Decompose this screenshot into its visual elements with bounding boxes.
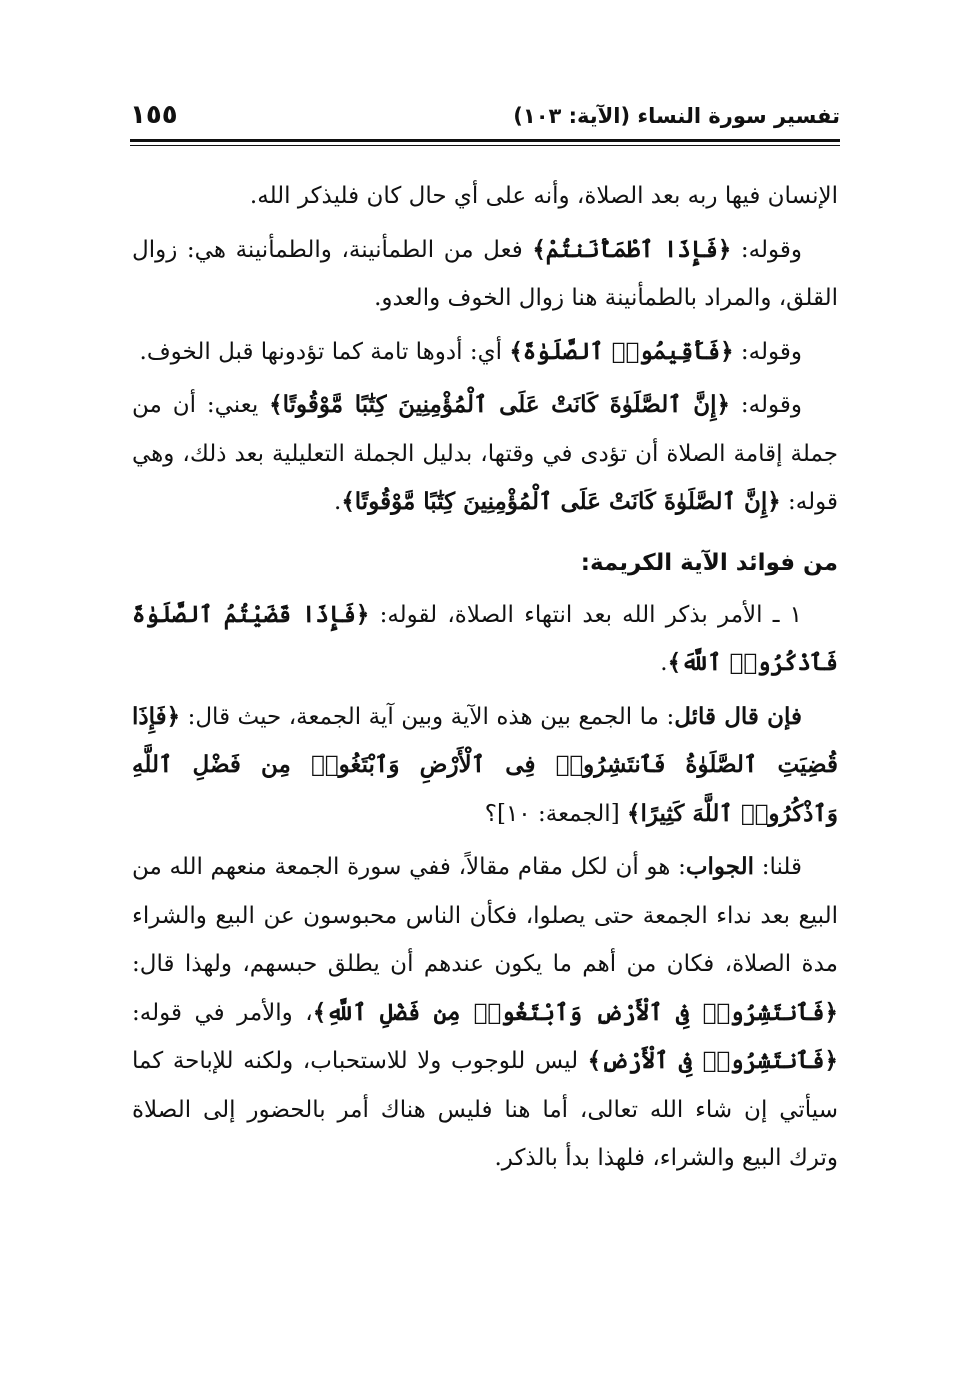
paragraph-text: .	[334, 489, 342, 515]
question-label: فإن قال قائل	[674, 702, 802, 730]
quran-quote: ﴿فَإِذَا ٱطْمَأْنَنتُمْ﴾	[532, 235, 732, 263]
section-heading: من فوائد الآية الكريمة:	[580, 549, 838, 576]
header-rule-thick	[130, 139, 840, 142]
paragraph-text: : هو أن لكل مقام مقالاً، ففي سورة الجمعة منعهم الله من البيع بعد نداء الجمعة حتى يصلوا، فكأن الناس محبوسون عن البيع والشراء مدة الصلاة، فكان من أهم ما يكون عندهم أن يطلق حبسهم، ولهذا قال:	[132, 854, 838, 977]
paragraph-7	[132, 843, 838, 1183]
running-title: تفسير سورة النساء (الآية: ١٠٣)	[513, 104, 840, 128]
citation: [الجمعة: ١٠]؟	[484, 800, 627, 827]
paragraph-6	[132, 693, 838, 839]
paragraph-lead: وقوله:	[733, 338, 802, 365]
page-header	[130, 96, 840, 136]
quran-quote: ﴿فَٱنتَشِرُوا۟ فِى ٱلْأَرْضِ وَٱبْتَغُوا۟ مِن فَضْلِ ٱللَّهِ﴾	[312, 998, 838, 1026]
paragraph-text: الإنسان فيها ربه بعد الصلاة، وأنه على أي حال كان فليذكر الله.	[249, 183, 838, 209]
quran-quote: ﴿إِنَّ ٱلصَّلَوٰةَ كَانَتْ عَلَى ٱلْمُؤْمِنِينَ كِتَٰبًا مَّوْقُوتًا﴾	[269, 391, 731, 418]
paragraph-lead: وقوله:	[730, 392, 802, 418]
paragraph-2	[132, 226, 838, 323]
paragraph-lead: وقوله:	[731, 236, 803, 263]
paragraph-text: فعل من الطمأنينة، والطمأنينة هي: زوال القلق، والمراد بالطمأنينة هنا زوال الخوف والعدو.	[132, 236, 838, 311]
paragraph-lead: قلنا:	[754, 854, 802, 880]
quran-quote: ﴿فَأَقِيمُوا۟ ٱلصَّلَوٰةَ﴾	[509, 337, 734, 365]
answer-label: الجواب	[685, 853, 755, 880]
quran-quote: ﴿فَٱنتَشِرُوا۟ فِى ٱلْأَرْضِ﴾	[587, 1047, 838, 1074]
quran-quote: ﴿إِنَّ ٱلصَّلَوٰةَ كَانَتْ عَلَى ٱلْمُؤْمِنِينَ كِتَٰبًا مَّوْقُوتًا﴾	[341, 488, 781, 515]
paragraph-text: أي: أدوها تامة كما تؤدونها قبل الخوف.	[139, 338, 510, 365]
paragraph-text: : ما الجمع بين هذه الآية وبين آية الجمعة، حيث قال:	[180, 703, 675, 730]
header-rule-thin	[130, 145, 840, 146]
quran-quote: ﴿فَإِذَا قَضَيْتُمُ ٱلصَّلَوٰةَ فَٱذْكُرُوا۟ ٱللَّهَ﴾	[132, 600, 838, 676]
paragraph-text: .	[660, 650, 668, 676]
paragraph-text: يعني: أن من جملة إقامة الصلاة أن تؤدى في وقتها، بدليل الجملة التعليلية بعد ذلك، وهي قوله:	[132, 392, 838, 515]
paragraph-text: ليس للوجوب ولا للاستحباب، ولكنه للإباحة كما سيأتي إن شاء الله تعالى، أما هنا فليس هناك أمر بالحضور إلى الصلاة وترك البيع والشراء، فلهذا بدأ بالذكر.	[132, 1048, 838, 1171]
page-number: ١٥٥	[130, 100, 178, 130]
paragraph-3	[132, 328, 838, 377]
paragraph-5	[132, 591, 838, 688]
paragraph-1	[132, 172, 838, 221]
quran-quote: ﴿فَإِذَا قُضِيَتِ ٱلصَّلَوٰةُ فَٱنتَشِرُوا۟ فِى ٱلْأَرْضِ وَٱبْتَغُوا۟ مِن فَضْلِ ٱللَّهِ وَٱذْكُرُوا۟ ٱللَّهَ كَثِيرًا﴾	[132, 702, 838, 827]
body-text	[132, 172, 838, 1188]
paragraph-lead: ١ ـ الأمر بذكر الله بعد انتهاء الصلاة، لقوله:	[369, 601, 802, 628]
paragraph-text: ، والأمر في قوله:	[132, 999, 313, 1026]
paragraph-4	[132, 381, 838, 527]
